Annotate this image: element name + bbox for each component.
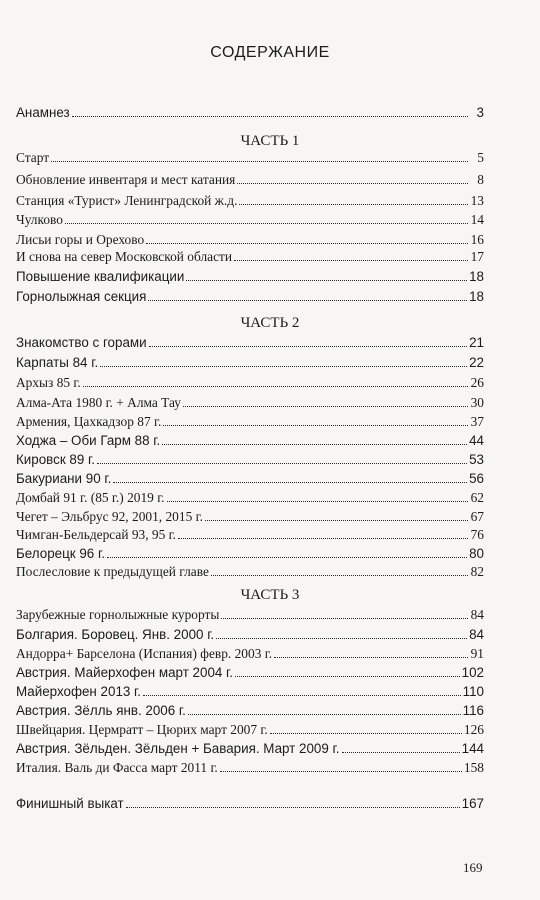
toc-entry bbox=[16, 330, 484, 350]
dot-leader bbox=[100, 366, 467, 367]
toc-entry-page: 22 bbox=[469, 355, 484, 370]
dot-leader bbox=[216, 638, 467, 639]
toc-entry bbox=[16, 284, 484, 304]
toc-entry-title: Ходжа – Оби Гарм 88 г. bbox=[16, 433, 161, 448]
dot-leader bbox=[83, 386, 468, 387]
toc-entry-title: Алма-Ата 1980 г. + Алма Тау bbox=[16, 395, 181, 410]
toc-entry-page: 8 bbox=[477, 172, 484, 187]
toc-entry-page: 91 bbox=[470, 646, 484, 661]
toc-entry bbox=[16, 660, 484, 680]
toc-entry-page: 167 bbox=[461, 796, 484, 811]
dot-leader bbox=[220, 771, 462, 772]
toc-entry-page: 18 bbox=[469, 289, 484, 304]
toc-entry-title: Белорецк 96 г. bbox=[16, 546, 105, 561]
toc-entry-page: 116 bbox=[462, 703, 484, 718]
toc-entry bbox=[16, 559, 484, 579]
toc-entry bbox=[16, 428, 484, 448]
toc-entry-page: 102 bbox=[461, 665, 484, 680]
dot-leader bbox=[149, 346, 468, 347]
toc-entry-page: 3 bbox=[476, 105, 484, 120]
dot-leader bbox=[97, 463, 467, 464]
toc-entry bbox=[16, 679, 484, 699]
toc-entry-title: Кировск 89 г. bbox=[16, 452, 95, 467]
dot-leader bbox=[143, 695, 461, 696]
dot-leader bbox=[178, 538, 468, 539]
toc-entry-title: Италия. Валь ди Фасса март 2011 г. bbox=[16, 760, 218, 775]
toc-entry bbox=[16, 390, 484, 410]
toc-entry bbox=[16, 791, 484, 811]
page-number: 169 bbox=[463, 860, 483, 875]
toc-entry bbox=[16, 188, 484, 208]
toc-entry-page: 84 bbox=[470, 607, 484, 622]
dot-leader bbox=[237, 183, 468, 184]
toc-entry-title: Чегет – Эльбрус 92, 2001, 2015 г. bbox=[16, 509, 203, 524]
toc-entry bbox=[16, 447, 484, 467]
dot-leader bbox=[183, 406, 468, 407]
toc-entry bbox=[16, 522, 484, 542]
toc-entry-page: 5 bbox=[477, 150, 484, 165]
dot-leader bbox=[126, 807, 460, 808]
dot-leader bbox=[107, 557, 467, 558]
toc-entry bbox=[16, 622, 484, 642]
toc-entry-title: Послесловие к предыдущей главе bbox=[16, 564, 209, 579]
toc-entry bbox=[16, 755, 484, 775]
toc-entry-title: Австрия. Майерхофен март 2004 г. bbox=[16, 665, 234, 680]
toc-entry-title: Архыз 85 г. bbox=[16, 375, 81, 390]
dot-leader bbox=[163, 425, 468, 426]
toc-entry-page: 80 bbox=[469, 546, 484, 561]
toc-entry-page: 44 bbox=[469, 433, 484, 448]
toc-entry bbox=[16, 602, 484, 622]
dot-leader bbox=[51, 161, 468, 162]
toc-entry bbox=[16, 717, 484, 737]
toc-entry-page: 76 bbox=[470, 527, 484, 542]
dot-leader bbox=[270, 733, 462, 734]
toc-entry-title: Обновление инвентаря и мест катания bbox=[16, 172, 236, 187]
toc-entry-page: 84 bbox=[469, 627, 484, 642]
toc-entry bbox=[16, 207, 484, 227]
part-heading: ЧАСТЬ 1 bbox=[240, 133, 300, 149]
dot-leader bbox=[65, 223, 468, 224]
toc-entry-page: 14 bbox=[470, 212, 484, 227]
toc-entry-title: Карпаты 84 г. bbox=[16, 355, 99, 370]
toc-entry-title: Майерхофен 2013 г. bbox=[16, 684, 142, 699]
dot-leader bbox=[72, 116, 468, 117]
toc-entry-title: Австрия. Зёлль янв. 2006 г. bbox=[16, 703, 186, 718]
toc-entry bbox=[16, 350, 484, 370]
toc-entry-title: Швейцария. Цермратт – Цюрих март 2007 г. bbox=[16, 722, 268, 737]
toc-entry bbox=[16, 466, 484, 486]
toc-entry-title: Болгария. Боровец. Янв. 2000 г. bbox=[16, 627, 215, 642]
toc-entry-title: Армения, Цахкадзор 87 г. bbox=[16, 414, 162, 429]
toc-entry-page: 126 bbox=[463, 722, 484, 737]
toc-entry-page: 56 bbox=[469, 471, 484, 486]
dot-leader bbox=[188, 714, 461, 715]
toc-entry bbox=[16, 167, 484, 187]
toc-entry bbox=[16, 485, 484, 505]
toc-entry-title: Андорра+ Барселона (Испания) февр. 2003 г. bbox=[16, 646, 273, 661]
toc-entry-page: 62 bbox=[470, 490, 484, 505]
toc-entry bbox=[16, 370, 484, 390]
toc-entry bbox=[16, 100, 484, 120]
toc-entry-page: 13 bbox=[470, 193, 484, 208]
toc-entry bbox=[16, 264, 484, 284]
dot-leader bbox=[239, 204, 468, 205]
toc-entry-title: Финишный выкат bbox=[16, 796, 124, 811]
toc-entry-page: 158 bbox=[463, 760, 484, 775]
toc-entry-page: 82 bbox=[470, 564, 484, 579]
toc-entry-title: Домбай 91 г. (85 г.) 2019 г. bbox=[16, 490, 165, 505]
toc-entry-title: Бакуриани 90 г. bbox=[16, 471, 112, 486]
toc-entry bbox=[16, 641, 484, 661]
toc-entry-page: 26 bbox=[470, 375, 484, 390]
toc-entry-title: И снова на север Московской области bbox=[16, 249, 233, 264]
dot-leader bbox=[274, 657, 468, 658]
toc-entry-page: 30 bbox=[470, 395, 484, 410]
toc-entry-title: Знакомство с горами bbox=[16, 335, 147, 350]
dot-leader bbox=[342, 752, 460, 753]
part-heading: ЧАСТЬ 2 bbox=[240, 315, 300, 331]
toc-entry-title: Станция «Турист» Ленинградской ж.д. bbox=[16, 193, 238, 208]
page-title: СОДЕРЖАНИЕ bbox=[210, 44, 330, 61]
dot-leader bbox=[221, 618, 468, 619]
dot-leader bbox=[235, 676, 460, 677]
toc-entry-page: 67 bbox=[470, 509, 484, 524]
toc-entry-title: Старт bbox=[16, 150, 50, 165]
dot-leader bbox=[234, 260, 468, 261]
toc-entry bbox=[16, 504, 484, 524]
toc-entry-title: Горнолыжная секция bbox=[16, 289, 147, 304]
dot-leader bbox=[205, 520, 468, 521]
toc-entry-page: 37 bbox=[470, 414, 484, 429]
toc-entry-page: 21 bbox=[469, 335, 484, 350]
toc-entry bbox=[16, 736, 484, 756]
toc-entry-title: Повышение квалификации bbox=[16, 269, 185, 284]
dot-leader bbox=[113, 482, 467, 483]
toc-entry-title: Чимган-Бельдерсай 93, 95 г. bbox=[16, 527, 176, 542]
toc-entry bbox=[16, 541, 484, 561]
dot-leader bbox=[211, 575, 468, 576]
toc-entry-page: 18 bbox=[469, 269, 484, 284]
dot-leader bbox=[148, 300, 467, 301]
toc-entry-title: Зарубежные горнолыжные курорты bbox=[16, 607, 220, 622]
toc-entry-page: 17 bbox=[470, 249, 484, 264]
toc-entry-page: 53 bbox=[469, 452, 484, 467]
toc-entry-title: Анамнез bbox=[16, 105, 70, 120]
toc-entry bbox=[16, 409, 484, 429]
toc-entry-title: Лисьи горы и Орехово bbox=[16, 232, 145, 247]
toc-entry-title: Чулково bbox=[16, 212, 63, 227]
dot-leader bbox=[162, 444, 467, 445]
toc-entry bbox=[16, 698, 484, 718]
toc-entry-page: 144 bbox=[461, 741, 484, 756]
toc-entry bbox=[16, 244, 484, 264]
dot-leader bbox=[167, 501, 468, 502]
toc-entry bbox=[16, 145, 484, 165]
toc-entry-title: Австрия. Зёльден. Зёльден + Бавария. Март 2009 г. bbox=[16, 741, 340, 756]
dot-leader bbox=[186, 280, 467, 281]
part-heading: ЧАСТЬ 3 bbox=[240, 587, 300, 603]
toc-entry-page: 16 bbox=[470, 232, 484, 247]
toc-entry-page: 110 bbox=[462, 684, 484, 699]
